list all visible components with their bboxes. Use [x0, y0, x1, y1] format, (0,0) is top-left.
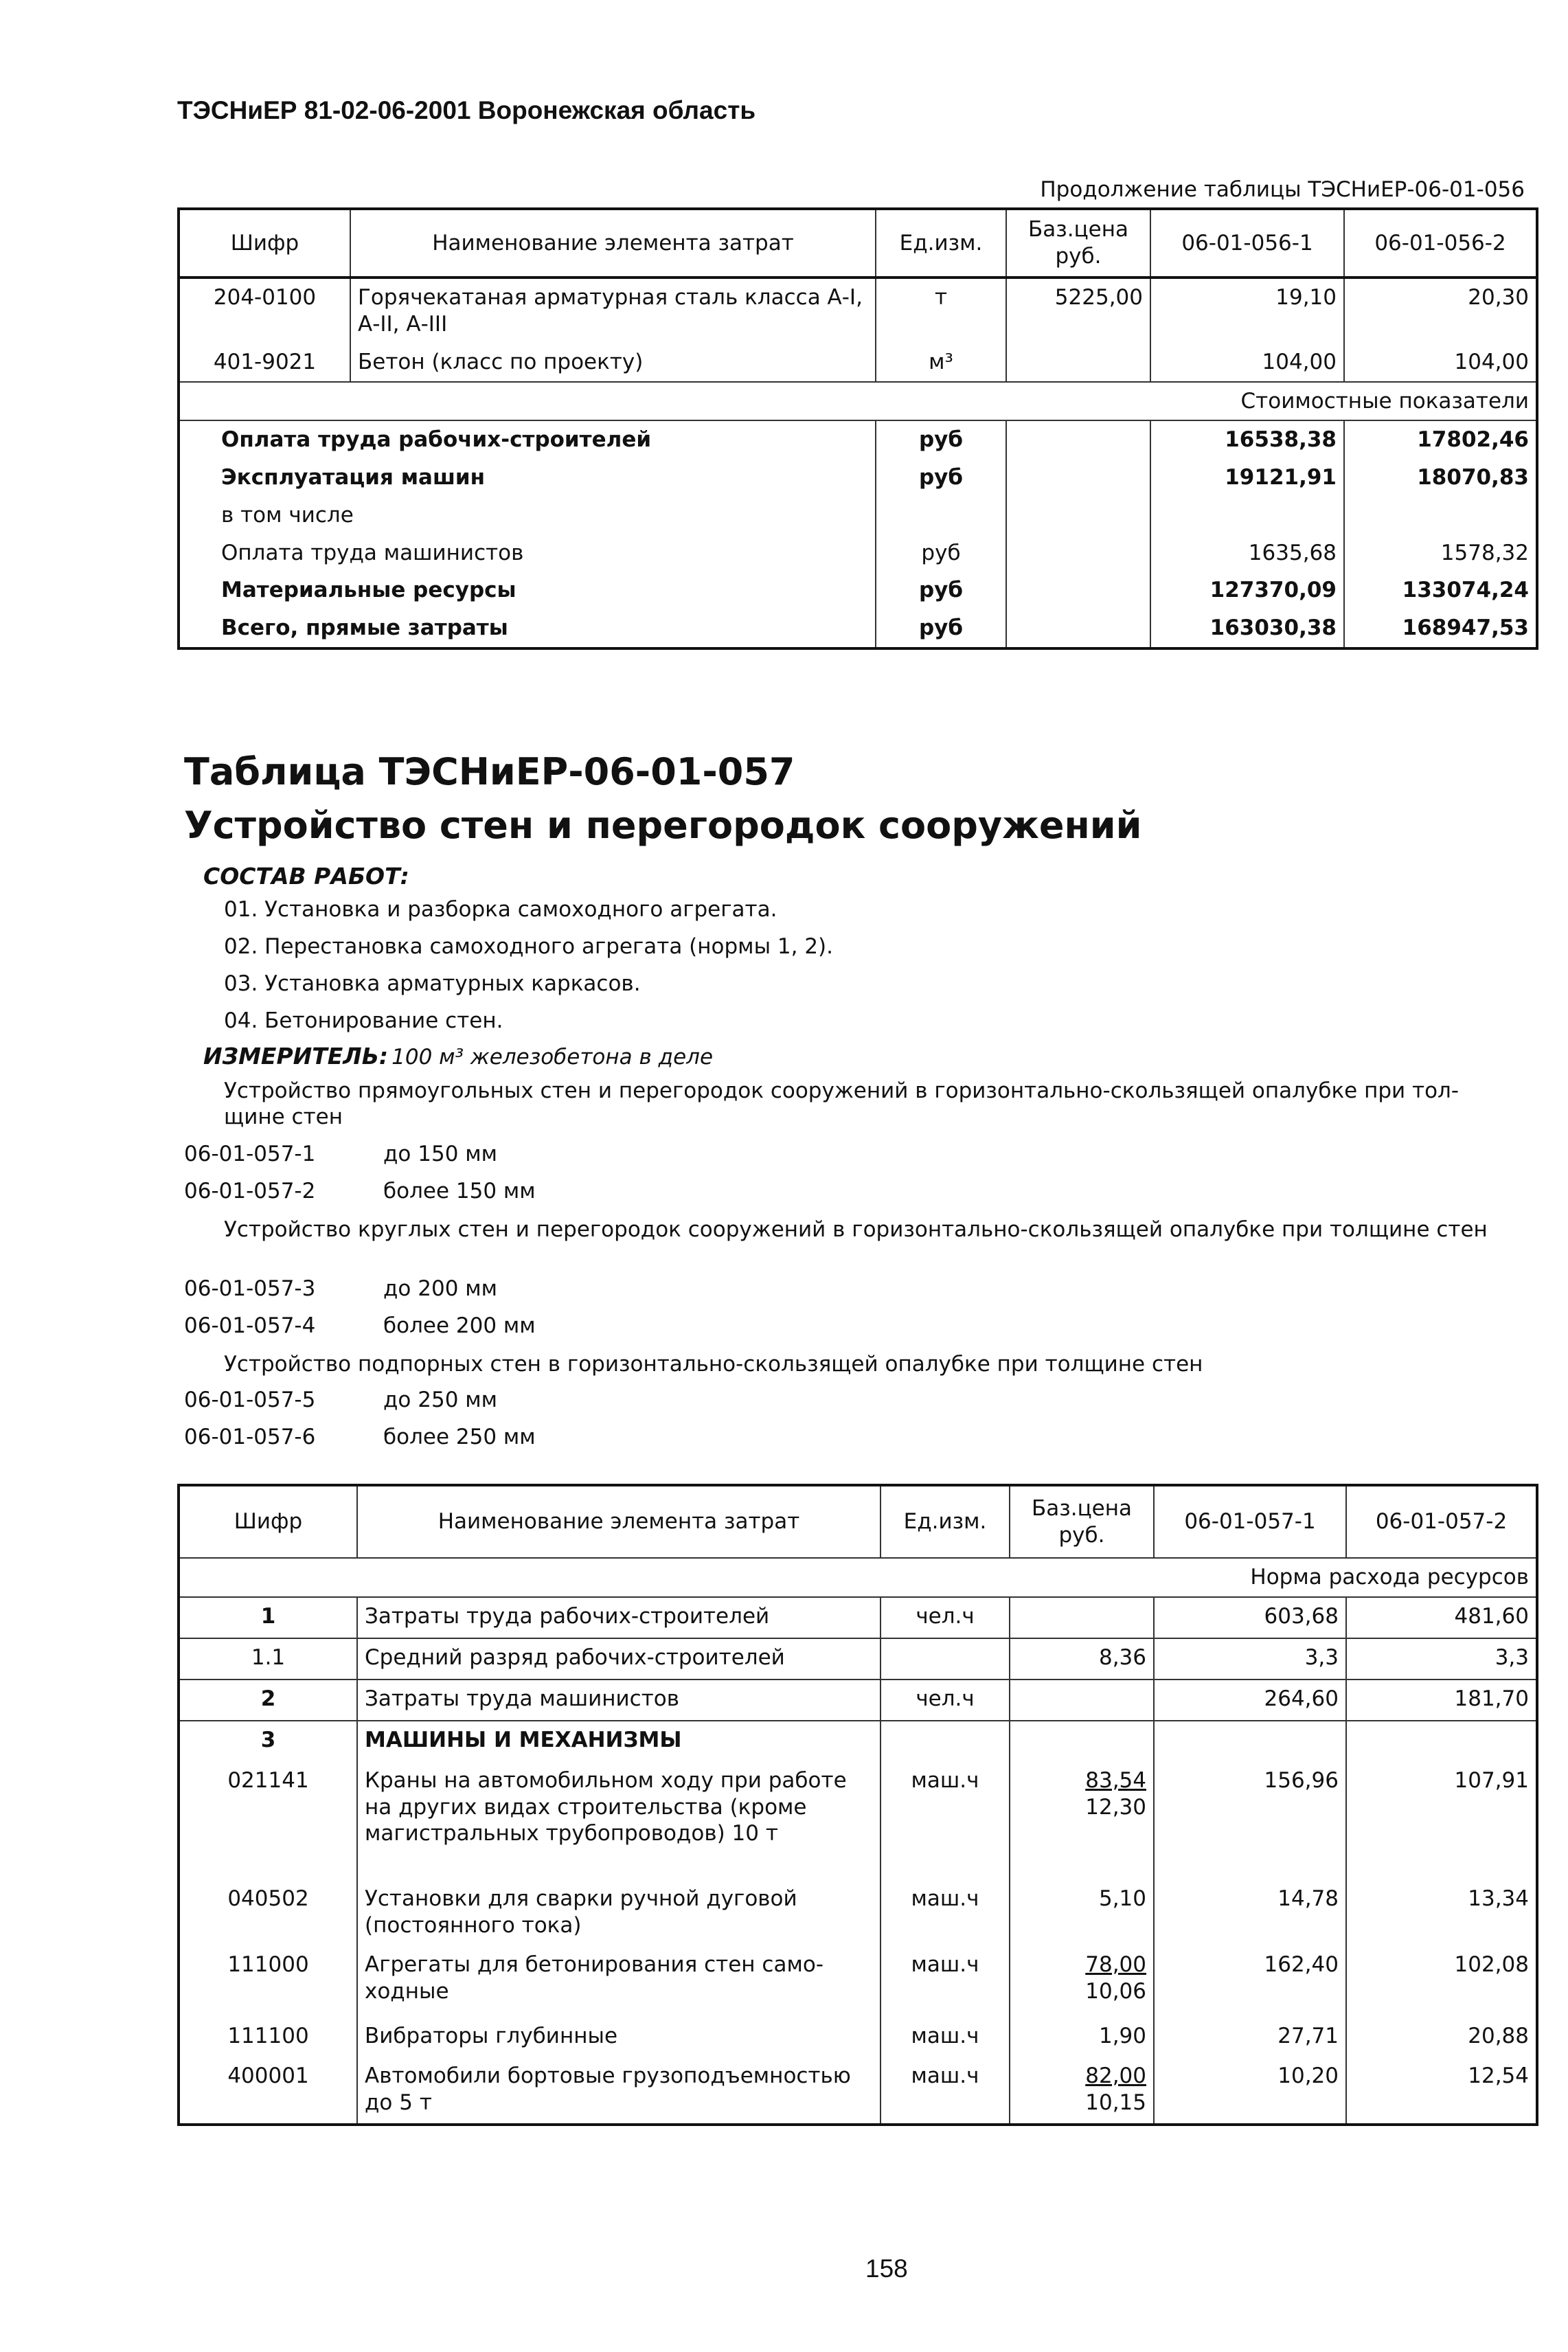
norm-text: до 250 мм: [383, 1388, 498, 1412]
table-row: Оплата труда машинистов руб 1635,68 1578,32: [179, 534, 1537, 572]
page-number: 158: [865, 2254, 908, 2283]
section-label: Стоимостные показатели: [179, 382, 1537, 421]
norm-text: до 150 мм: [383, 1142, 498, 1166]
col-header-norm-2: 06-01-057-2: [1346, 1485, 1537, 1558]
description-1: Устройство прямоугольных стен и перегородок сооружений в горизонтально-скользящей опалубке при тол-: [224, 1078, 1459, 1103]
col-header-unit: Ед.изм.: [876, 209, 1006, 278]
table-row: 204-0100 Горячекатаная арматурная сталь класса А-I, А-II, А-III т 5225,00 19,10 20,30: [179, 278, 1537, 343]
document-header: ТЭСНиЕР 81-02-06-2001 Воронежская область: [177, 96, 756, 124]
norm-text: до 200 мм: [383, 1276, 498, 1301]
table-row: Всего, прямые затраты руб 163030,38 168947,53: [179, 609, 1537, 648]
measure-label: ИЗМЕРИТЕЛЬ:: [203, 1043, 389, 1070]
table-resources-057: [177, 1484, 1538, 2126]
table-row: Оплата труда рабочих-строителей руб 16538,38 17802,46: [179, 420, 1537, 459]
table-row: 1.1 Средний разряд рабочих-строителей 8,36 3,3 3,3: [179, 1638, 1537, 1680]
measure-line: [203, 1043, 713, 1070]
table-row: в том числе: [179, 497, 1537, 534]
table-row: 111100 Вибраторы глубинные маш.ч 1,90 27,71 20,88: [179, 2017, 1537, 2057]
works-label: СОСТАВ РАБОТ:: [203, 863, 409, 890]
col-header-norm-1: 06-01-057-1: [1154, 1485, 1346, 1558]
table-header-row: [179, 209, 1537, 278]
norm-text: более 250 мм: [383, 1425, 536, 1449]
col-header-price: Баз.цена руб.: [1006, 209, 1150, 278]
table-header-row: [179, 1485, 1537, 1558]
measure-value: 100 м³ железобетона в деле: [391, 1045, 714, 1070]
work-item: 04. Бетонирование стен.: [224, 1008, 503, 1033]
table-row: 400001 Автомобили бортовые грузоподъемностью до 5 т маш.ч 82,00 10,15 10,20 12,54: [179, 2057, 1537, 2125]
table-row: 2 Затраты труда машинистов чел.ч 264,60 181,70: [179, 1680, 1537, 1721]
table-row: Материальные ресурсы руб 127370,09 133074,24: [179, 572, 1537, 609]
table-row: 040502 Установки для сварки ручной дуговой (постоянного тока) маш.ч 5,10 14,78 13,34: [179, 1880, 1537, 1946]
table-title: Таблица ТЭСНиЕР-06-01-057: [184, 750, 795, 793]
norm-text: более 150 мм: [383, 1179, 536, 1203]
norm-code: 06-01-057-3: [184, 1276, 316, 1301]
col-header-name: Наименование элемента затрат: [357, 1485, 880, 1558]
description-3: Устройство подпорных стен в горизонтально-скользящей опалубке при толщине стен: [224, 1352, 1203, 1377]
col-header-norm-2: 06-01-056-2: [1344, 209, 1537, 278]
work-item: 03. Установка арматурных каркасов.: [224, 971, 641, 996]
section-label: Норма расхода ресурсов: [179, 1558, 1537, 1597]
table-resources-056: [177, 207, 1538, 650]
col-header-code: Шифр: [179, 209, 350, 278]
section-row: [179, 382, 1537, 421]
norm-code: 06-01-057-6: [184, 1425, 316, 1449]
col-header-name: Наименование элемента затрат: [350, 209, 876, 278]
table-continuation-note: Продолжение таблицы ТЭСНиЕР-06-01-056: [1040, 177, 1525, 202]
norm-code: 06-01-057-4: [184, 1313, 316, 1338]
description-2: Устройство круглых стен и перегородок сооружений в горизонтально-скользящей опалубке при толщине стен: [224, 1217, 1488, 1242]
table-row: Эксплуатация машин руб 19121,91 18070,83: [179, 459, 1537, 497]
col-header-code: Шифр: [179, 1485, 357, 1558]
norm-text: более 200 мм: [383, 1313, 536, 1338]
work-item: 02. Перестановка самоходного агрегата (нормы 1, 2).: [224, 934, 833, 959]
description-1-cont: щине стен: [224, 1105, 343, 1129]
norm-code: 06-01-057-5: [184, 1388, 316, 1412]
section-row: [179, 1558, 1537, 1597]
work-item: 01. Установка и разборка самоходного агрегата.: [224, 897, 777, 922]
norm-code: 06-01-057-1: [184, 1142, 316, 1166]
table-subtitle: Устройство стен и перегородок сооружений: [184, 804, 1142, 847]
col-header-norm-1: 06-01-056-1: [1150, 209, 1344, 278]
table-row: 3 МАШИНЫ И МЕХАНИЗМЫ: [179, 1721, 1537, 1762]
col-header-unit: Ед.изм.: [880, 1485, 1010, 1558]
table-row: 401-9021 Бетон (класс по проекту) м³ 104,00 104,00: [179, 343, 1537, 382]
table-row: 1 Затраты труда рабочих-строителей чел.ч 603,68 481,60: [179, 1597, 1537, 1638]
col-header-price: Баз.цена руб.: [1010, 1485, 1154, 1558]
table-row: 021141 Краны на автомобильном ходу при работе на других видах строительства (кроме магистральных трубопроводов) 10 т маш.ч 83,54 12,30 156,96 107,91: [179, 1762, 1537, 1880]
norm-code: 06-01-057-2: [184, 1179, 316, 1203]
table-row: 111000 Агрегаты для бетонирования стен само-ходные маш.ч 78,00 10,06 162,40 102,08: [179, 1946, 1537, 2017]
